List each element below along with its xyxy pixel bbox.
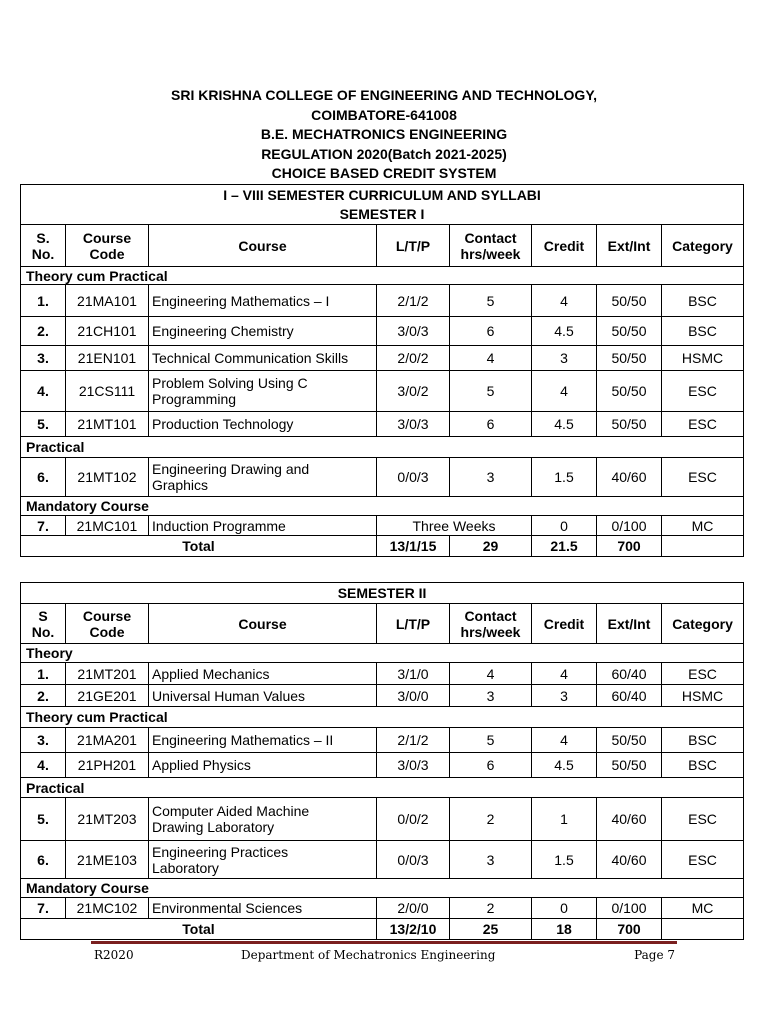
section-label: Theory: [21, 644, 744, 663]
semester-title: SEMESTER II: [21, 583, 744, 604]
cell-category: ESC: [662, 371, 744, 412]
section-row: [21, 497, 744, 516]
table-row: [21, 898, 744, 919]
cell-credit: 1.5: [532, 458, 597, 497]
cell-code: 21CH101: [66, 317, 149, 346]
section-label: Theory cum Practical: [21, 267, 744, 285]
cell-code: 21MT201: [66, 663, 149, 685]
cell-category: BSC: [662, 285, 744, 317]
cell-sno: 2.: [21, 685, 66, 707]
cell-course: Problem Solving Using C Programming: [149, 371, 377, 412]
cell-credit: 4.5: [532, 753, 597, 778]
cell-credit: 4: [532, 728, 597, 753]
curriculum-title: I – VIII SEMESTER CURRICULUM AND SYLLABI: [21, 185, 744, 205]
table-row: [21, 685, 744, 707]
cell-ltp: 3/1/0: [377, 663, 450, 685]
total-label: Total: [21, 919, 377, 940]
cell-sno: 7.: [21, 898, 66, 919]
cell-sno: 7.: [21, 516, 66, 536]
cell-sno: 5.: [21, 798, 66, 841]
total-label: Total: [21, 536, 377, 557]
cell-code: 21ME103: [66, 841, 149, 879]
col-extint: Ext/Int: [597, 604, 662, 644]
cell-sno: 4.: [21, 753, 66, 778]
cell-ltp: 3/0/2: [377, 371, 450, 412]
section-label: Theory cum Practical: [21, 707, 744, 728]
cell-extint: 40/60: [597, 458, 662, 497]
cell-extint: 0/100: [597, 898, 662, 919]
footer-divider: [91, 941, 677, 944]
cell-code: 21MT102: [66, 458, 149, 497]
cell-category: HSMC: [662, 685, 744, 707]
cell-code: 21MC101: [66, 516, 149, 536]
cell-contact: 5: [450, 371, 532, 412]
col-sno: S No.: [21, 604, 66, 644]
semester-title-row: [21, 583, 744, 604]
cell-sno: 3.: [21, 346, 66, 371]
cell-code: 21MT101: [66, 412, 149, 437]
section-row: [21, 879, 744, 898]
semester-2-table: [20, 582, 744, 940]
regulation: REGULATION 2020(Batch 2021-2025): [261, 145, 507, 162]
cell-contact: 2: [450, 798, 532, 841]
footer-department: Department of Mechatronics Engineering: [241, 948, 496, 962]
cell-contact: 6: [450, 753, 532, 778]
cell-category: ESC: [662, 798, 744, 841]
semester-1-table: [20, 184, 744, 557]
table-row: [21, 663, 744, 685]
section-label: Practical: [21, 778, 744, 798]
cell-credit: 3: [532, 685, 597, 707]
cell-contact: 3: [450, 685, 532, 707]
col-credit: Credit: [532, 225, 597, 267]
cell-extint: 0/100: [597, 516, 662, 536]
cell-contact: 2: [450, 898, 532, 919]
cell-ltp: 0/0/3: [377, 458, 450, 497]
footer-page-number: Page 7: [634, 948, 675, 962]
section-label: Mandatory Course: [21, 879, 744, 898]
cell-extint: 50/50: [597, 317, 662, 346]
cell-ltp: 3/0/3: [377, 412, 450, 437]
cell-code: 21PH201: [66, 753, 149, 778]
cell-category: ESC: [662, 663, 744, 685]
cell-category: BSC: [662, 753, 744, 778]
cell-course: Computer Aided Machine Drawing Laboratory: [149, 798, 377, 841]
cell-credit: 4.5: [532, 317, 597, 346]
col-contact: Contact hrs/week: [450, 604, 532, 644]
cell-extint: 50/50: [597, 285, 662, 317]
cell-ltp: 2/0/2: [377, 346, 450, 371]
total-category: [662, 536, 744, 557]
cell-contact: 3: [450, 841, 532, 879]
cell-contact: 6: [450, 317, 532, 346]
total-ltp: 13/1/15: [377, 536, 450, 557]
cell-contact: 5: [450, 285, 532, 317]
cell-ltp: 3/0/0: [377, 685, 450, 707]
cell-course: Engineering Mathematics – I: [149, 285, 377, 317]
table-row: [21, 753, 744, 778]
col-category: Category: [662, 604, 744, 644]
table-row: [21, 371, 744, 412]
cell-course: Applied Physics: [149, 753, 377, 778]
cell-category: BSC: [662, 728, 744, 753]
section-row: [21, 437, 744, 458]
table-row: [21, 317, 744, 346]
col-extint: Ext/Int: [597, 225, 662, 267]
cell-sno: 2.: [21, 317, 66, 346]
total-ltp: 13/2/10: [377, 919, 450, 940]
section-row: [21, 644, 744, 663]
cell-category: HSMC: [662, 346, 744, 371]
page-footer: [91, 948, 677, 966]
table-row: [21, 798, 744, 841]
cell-category: ESC: [662, 841, 744, 879]
cell-course: Applied Mechanics: [149, 663, 377, 685]
cell-extint: 60/40: [597, 663, 662, 685]
cell-credit: 0: [532, 898, 597, 919]
cell-credit: 4: [532, 663, 597, 685]
cell-category: ESC: [662, 412, 744, 437]
cell-extint: 50/50: [597, 728, 662, 753]
table-row: [21, 346, 744, 371]
cell-code: 21MA101: [66, 285, 149, 317]
col-ltp: L/T/P: [377, 225, 450, 267]
cell-contact: 4: [450, 346, 532, 371]
cell-course: Environmental Sciences: [149, 898, 377, 919]
col-category: Category: [662, 225, 744, 267]
cell-ltp: 2/1/2: [377, 728, 450, 753]
college-location: COIMBATORE-641008: [311, 106, 457, 123]
table-title-row: [21, 185, 744, 205]
col-course: Course: [149, 225, 377, 267]
total-extint: 700: [597, 919, 662, 940]
cell-code: 21GE201: [66, 685, 149, 707]
cell-contact: 6: [450, 412, 532, 437]
cell-code: 21MA201: [66, 728, 149, 753]
table-row: [21, 516, 744, 536]
cell-credit: 1: [532, 798, 597, 841]
col-code: Course Code: [66, 225, 149, 267]
total-row: [21, 919, 744, 940]
total-credit: 21.5: [532, 536, 597, 557]
cell-ltp: 0/0/3: [377, 841, 450, 879]
footer-regulation: R2020: [94, 948, 134, 962]
cell-credit: 3: [532, 346, 597, 371]
column-header-row: [21, 225, 744, 267]
col-contact: Contact hrs/week: [450, 225, 532, 267]
cell-sno: 6.: [21, 841, 66, 879]
cell-ltp: 2/0/0: [377, 898, 450, 919]
cell-sno: 1.: [21, 663, 66, 685]
program-name: B.E. MECHATRONICS ENGINEERING: [260, 126, 508, 142]
cell-category: BSC: [662, 317, 744, 346]
table-row: [21, 458, 744, 497]
cell-code: 21EN101: [66, 346, 149, 371]
cell-category: MC: [662, 898, 744, 919]
cell-course: Production Technology: [149, 412, 377, 437]
cell-ltp: 0/0/2: [377, 798, 450, 841]
cell-credit: 4.5: [532, 412, 597, 437]
document-header: [0, 86, 768, 184]
section-label: Practical: [21, 437, 744, 458]
cell-credit: 4: [532, 371, 597, 412]
table-row: [21, 841, 744, 879]
column-header-row: [21, 604, 744, 644]
cell-credit: 1.5: [532, 841, 597, 879]
cell-extint: 40/60: [597, 841, 662, 879]
total-credit: 18: [532, 919, 597, 940]
section-label: Mandatory Course: [21, 497, 744, 516]
col-course: Course: [149, 604, 377, 644]
cell-ltp: 2/1/2: [377, 285, 450, 317]
cell-course: Engineering Practices Laboratory: [149, 841, 377, 879]
cell-extint: 50/50: [597, 412, 662, 437]
cell-extint: 50/50: [597, 346, 662, 371]
cell-course: Engineering Chemistry: [149, 317, 377, 346]
credit-system: CHOICE BASED CREDIT SYSTEM: [271, 165, 497, 181]
total-contact: 25: [450, 919, 532, 940]
cell-course: Technical Communication Skills: [149, 346, 377, 371]
cell-course: Universal Human Values: [149, 685, 377, 707]
total-category: [662, 919, 744, 940]
cell-category: MC: [662, 516, 744, 536]
section-row: [21, 778, 744, 798]
cell-code: 21MT203: [66, 798, 149, 841]
col-code: Course Code: [66, 604, 149, 644]
cell-extint: 40/60: [597, 798, 662, 841]
cell-credit: 0: [532, 516, 597, 536]
total-row: [21, 536, 744, 557]
cell-category: ESC: [662, 458, 744, 497]
cell-contact: 3: [450, 458, 532, 497]
cell-course: Engineering Drawing and Graphics: [149, 458, 377, 497]
col-credit: Credit: [532, 604, 597, 644]
cell-extint: 50/50: [597, 371, 662, 412]
cell-course: Engineering Mathematics – II: [149, 728, 377, 753]
cell-sno: 5.: [21, 412, 66, 437]
table-row: [21, 285, 744, 317]
table-row: [21, 412, 744, 437]
section-row: [21, 267, 744, 285]
col-sno: S. No.: [21, 225, 66, 267]
cell-sno: 3.: [21, 728, 66, 753]
college-name: SRI KRISHNA COLLEGE OF ENGINEERING AND TECHNOLOGY,: [171, 87, 597, 103]
section-row: [21, 707, 744, 728]
cell-sno: 6.: [21, 458, 66, 497]
total-extint: 700: [597, 536, 662, 557]
cell-duration: Three Weeks: [377, 516, 532, 536]
cell-extint: 50/50: [597, 753, 662, 778]
cell-ltp: 3/0/3: [377, 753, 450, 778]
cell-course: Induction Programme: [149, 516, 377, 536]
cell-sno: 4.: [21, 371, 66, 412]
table-row: [21, 728, 744, 753]
semester-title-row: [21, 205, 744, 225]
cell-sno: 1.: [21, 285, 66, 317]
cell-extint: 60/40: [597, 685, 662, 707]
cell-contact: 5: [450, 728, 532, 753]
cell-contact: 4: [450, 663, 532, 685]
cell-credit: 4: [532, 285, 597, 317]
semester-title: SEMESTER I: [21, 205, 744, 225]
col-ltp: L/T/P: [377, 604, 450, 644]
cell-code: 21CS111: [66, 371, 149, 412]
cell-ltp: 3/0/3: [377, 317, 450, 346]
cell-code: 21MC102: [66, 898, 149, 919]
total-contact: 29: [450, 536, 532, 557]
